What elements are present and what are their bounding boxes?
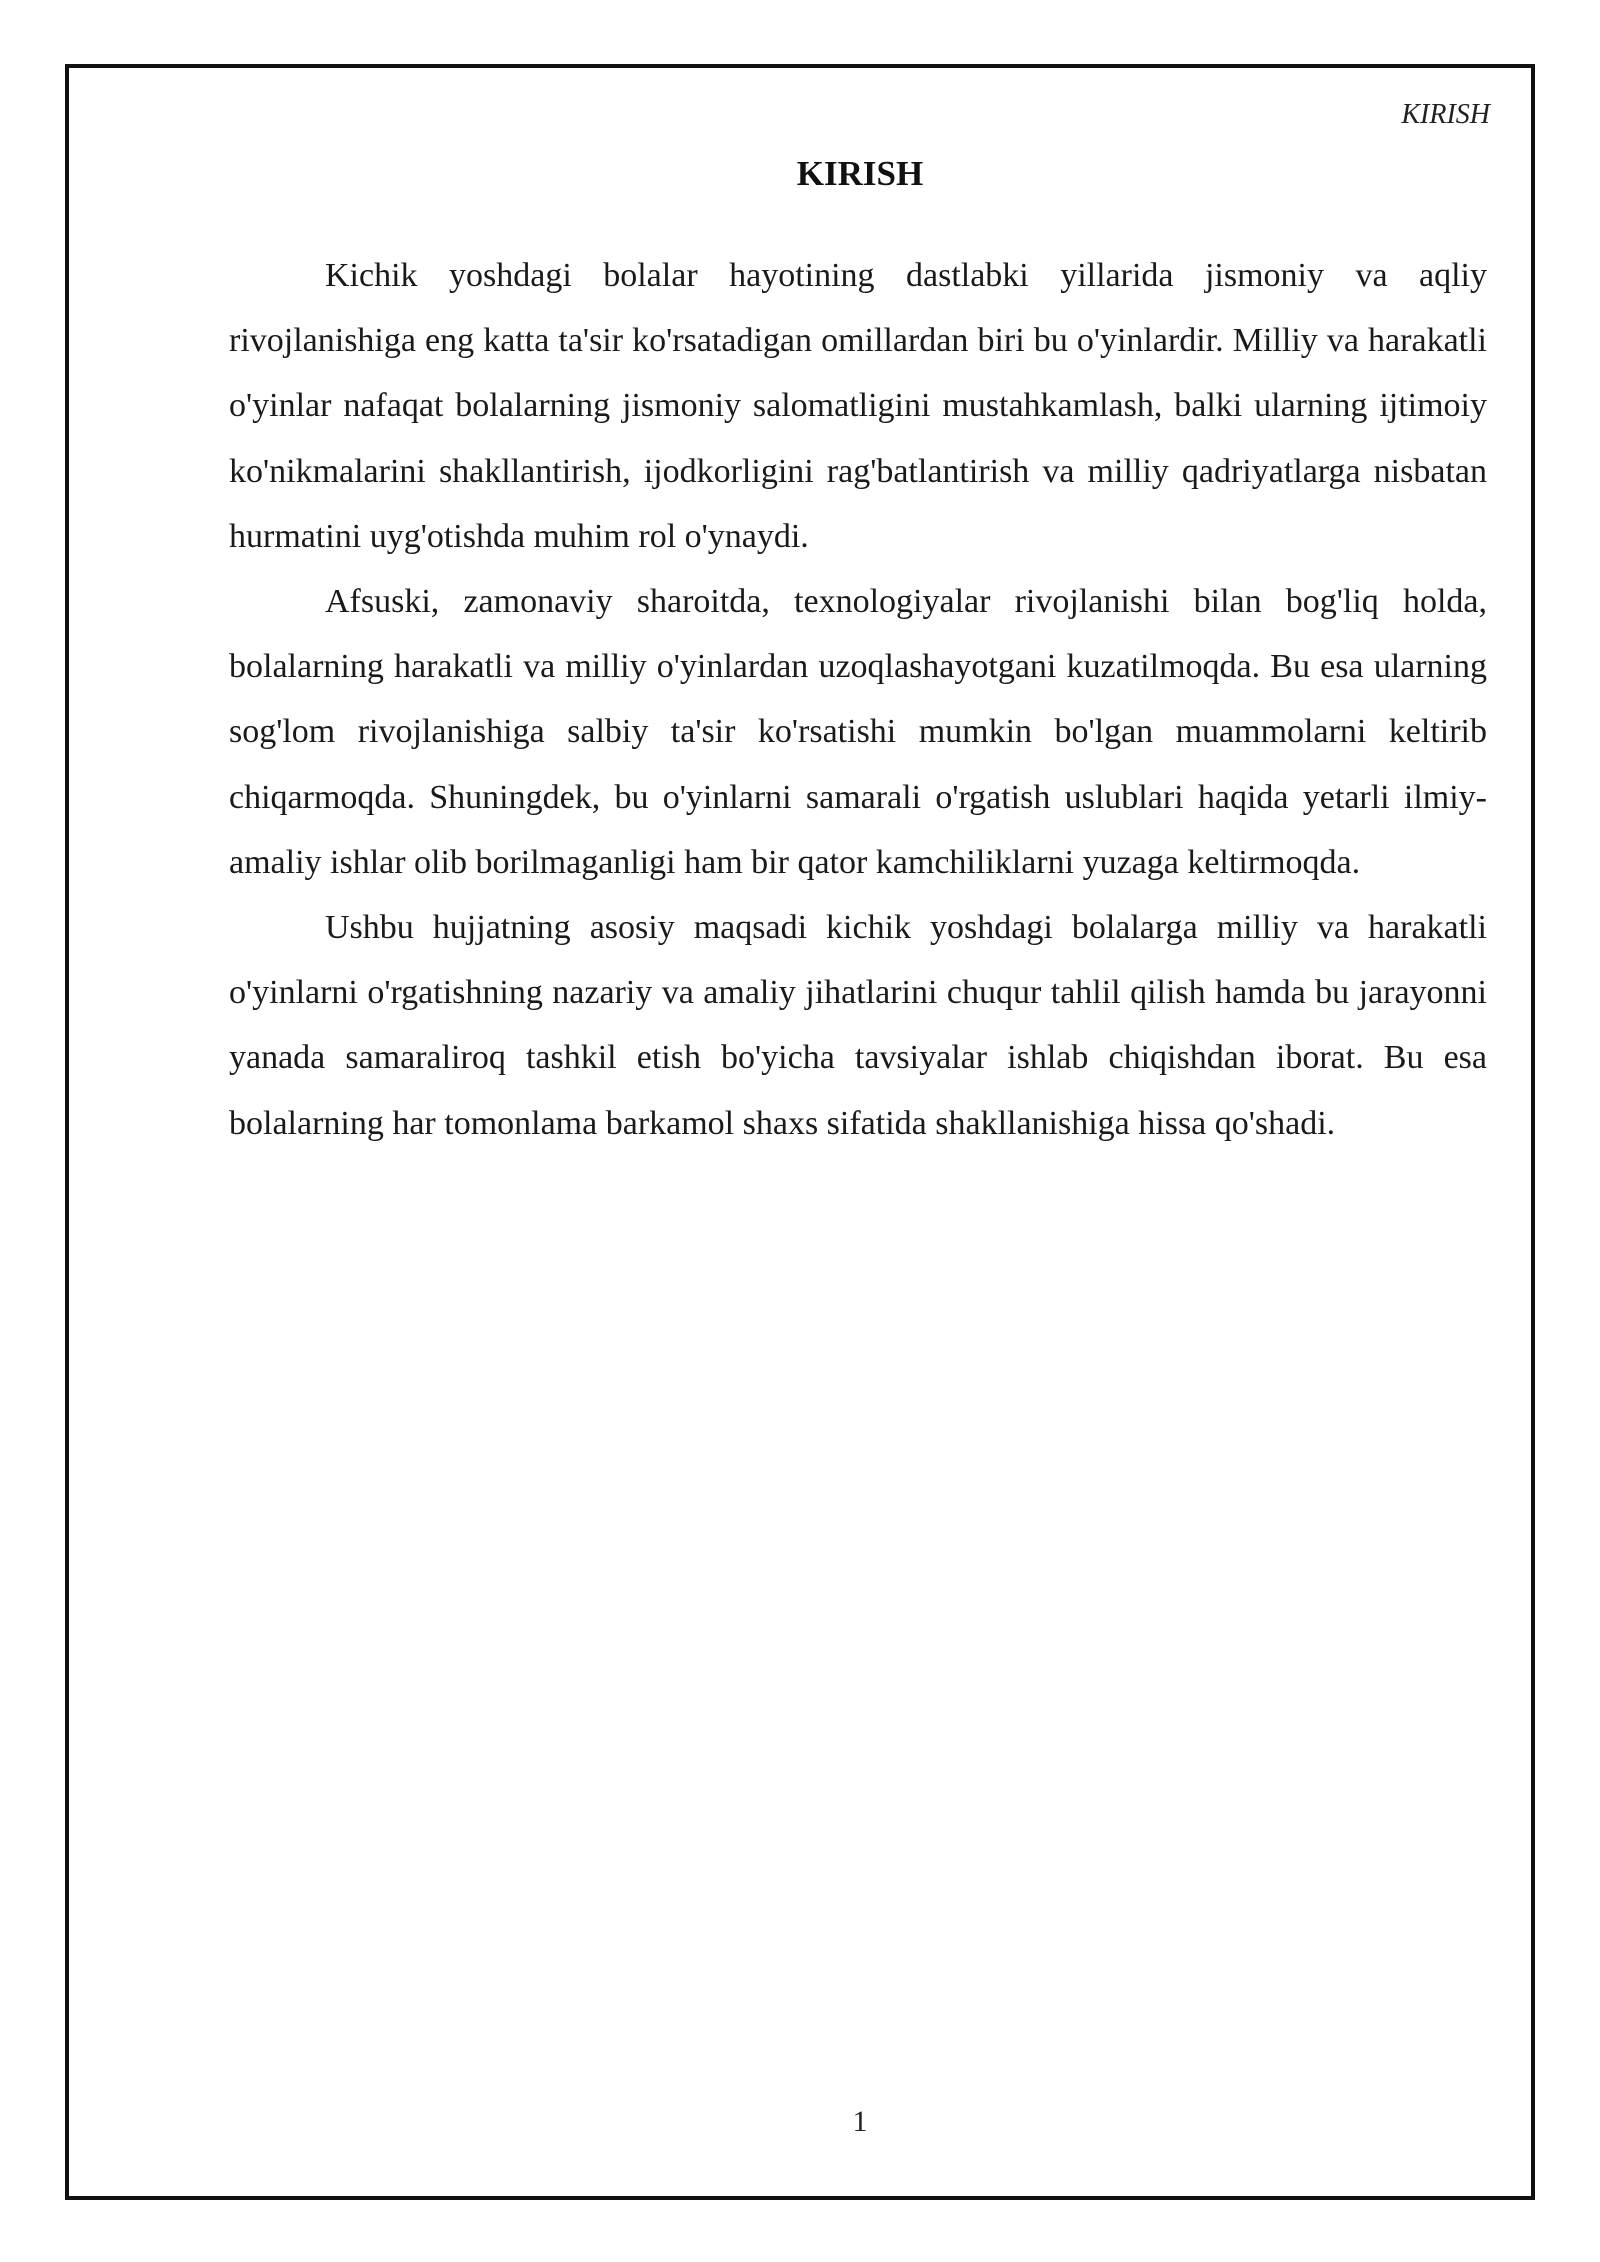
page-number: 1: [852, 2105, 868, 2138]
document-body: [229, 243, 1487, 1156]
paragraph-purpose: Ushbu hujjatning asosiy maqsadi kichik yoshdagi bolalarga milliy va harakatli o'yinlarni o'rgatishning nazariy va amaliy jihatlarini chuqur tahlil qilish hamda bu jarayonni yanada samaraliroq tashkil etish bo'yicha tavsiyalar ishlab chiqishdan iborat. Bu esa bolalarning har tomonlama barkamol shaxs sifatida shakllanishiga hissa qo'shadi.: [229, 909, 1487, 1142]
page-title: KIRISH: [796, 154, 924, 193]
paragraph-intro: Kichik yoshdagi bolalar hayotining dastlabki yillarida jismoniy va aqliy rivojlanishiga eng katta ta'sir ko'rsatadigan omillardan biri bu o'yinlardir. Milliy va harakatli o'yinlar nafaqat bolalarning jismoniy salomatligini mustahkamlash, balki ularning ijtimoiy ko'nikmalarini shakllantirish, ijodkorligini rag'batlantirish va milliy qadriyatlarga nisbatan hurmatini uyg'otishda muhim rol o'ynaydi.: [229, 257, 1487, 555]
paragraph-problem: Afsuski, zamonaviy sharoitda, texnologiyalar rivojlanishi bilan bog'liq holda, bolalarning harakatli va milliy o'yinlardan uzoqlashayotgani kuzatilmoqda. Bu esa ularning sog'lom rivojlanishiga salbiy ta'sir ko'rsatishi mumkin bo'lgan muammolarni keltirib chiqarmoqda. Shuningdek, bu o'yinlarni samarali o'rgatish uslublari haqida yetarli ilmiy-amaliy ishlar olib borilmaganligi ham bir qator kamchiliklarni yuzaga keltirmoqda.: [229, 583, 1487, 881]
running-header: KIRISH: [1401, 99, 1490, 130]
